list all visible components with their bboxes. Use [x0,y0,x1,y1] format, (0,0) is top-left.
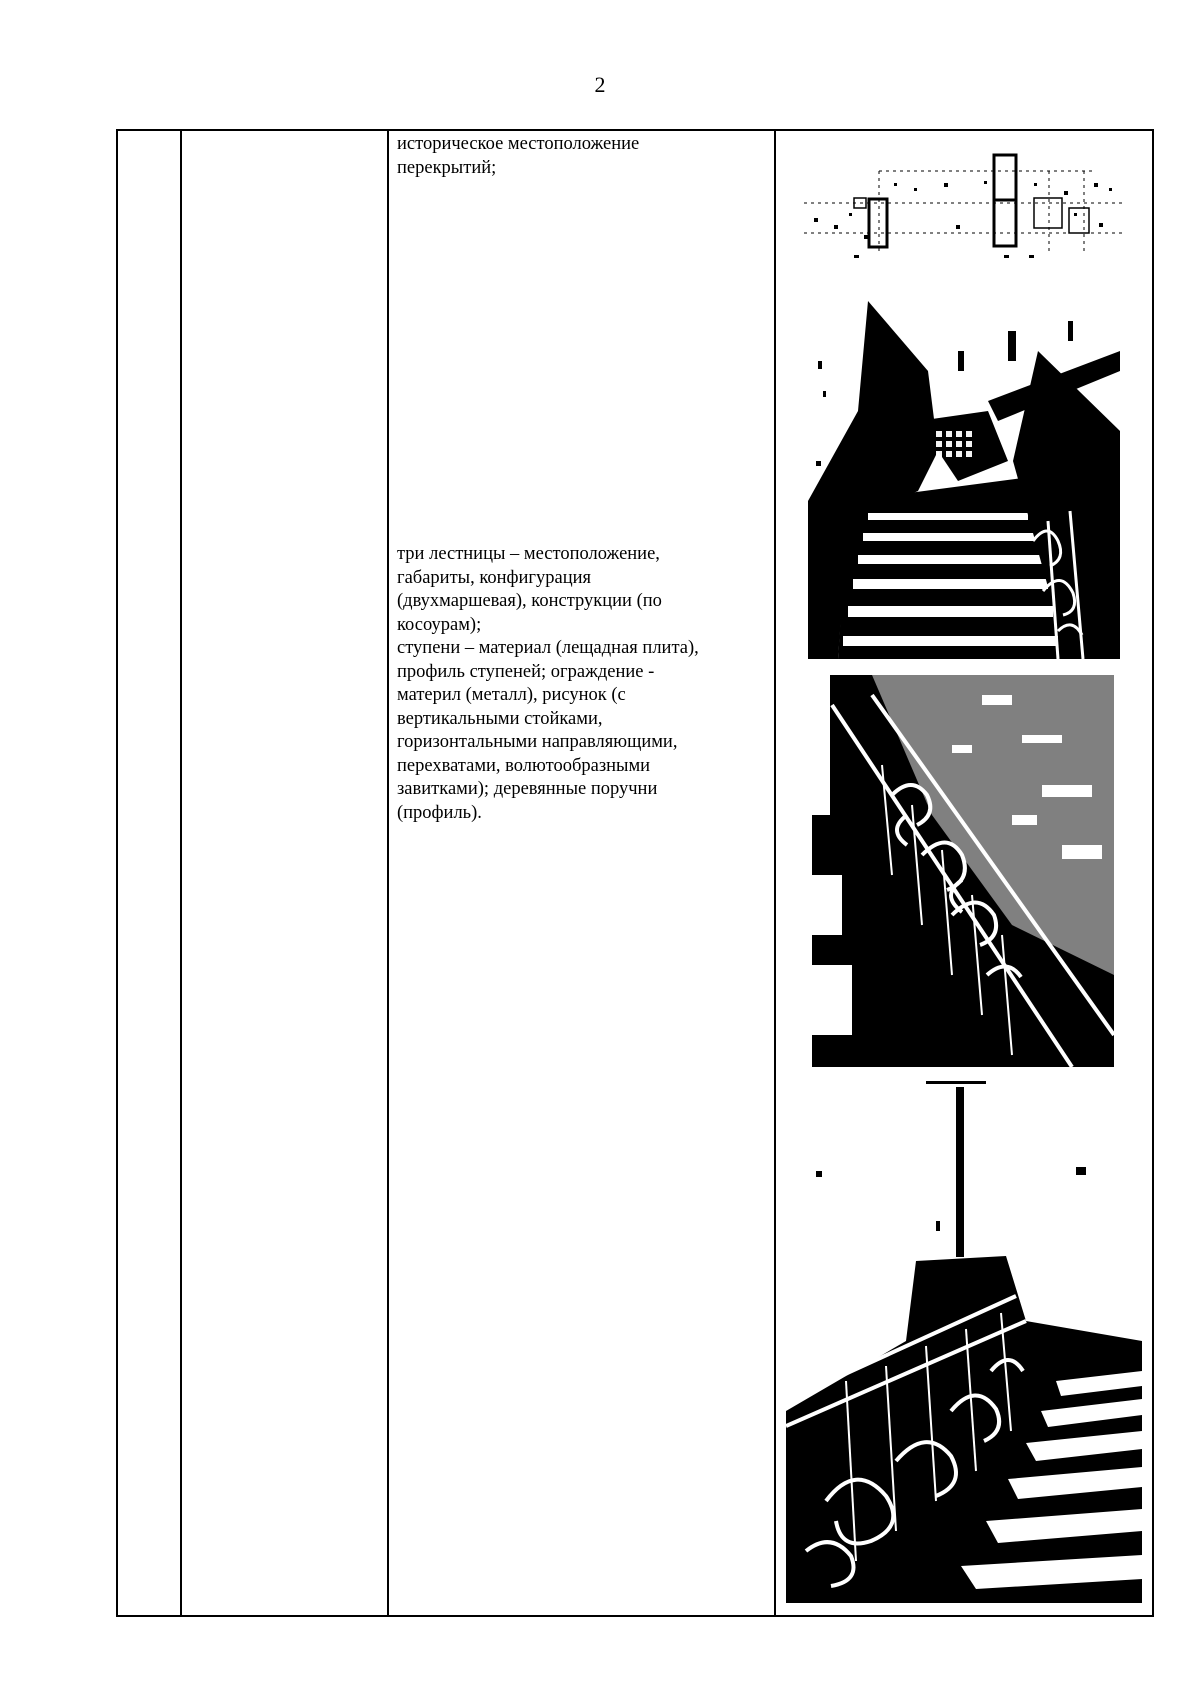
text-line: перекрытий; [397,157,497,178]
staircase-photo-3 [786,1081,1142,1603]
floor-plan-image [794,143,1134,263]
page-number: 2 [594,72,606,97]
text-line: перехватами, волютообразными [397,755,651,776]
floors-description [397,133,765,180]
staircase-photo-1 [808,291,1120,659]
text-line: три лестницы – местоположение, [397,544,660,564]
table-row [117,130,1153,1616]
monument-table [116,129,1154,1617]
text-line: материл (металл), рисунок (с [397,685,626,705]
text-line: профиль ступеней; ограждение - [397,661,655,682]
text-line: ступени – материал (лещадная плита), [397,638,699,658]
text-line: историческое местоположение [397,134,640,154]
staircase-photo-2 [812,675,1114,1067]
description-cell [388,130,775,1616]
staircases-description [397,543,765,825]
name-cell [181,130,388,1616]
text-line: горизонтальными направляющими, [397,732,678,752]
text-line: вертикальными стойками, [397,708,603,729]
text-line: завитками); деревянные поручни [397,779,658,799]
text-line: (профиль). [397,802,482,823]
text-line: косоурам); [397,614,482,635]
illustrations-cell [775,130,1153,1616]
text-line: габариты, конфигурация [397,567,592,588]
text-line: (двухмаршевая), конструкции (по [397,591,662,611]
number-cell [117,130,181,1616]
